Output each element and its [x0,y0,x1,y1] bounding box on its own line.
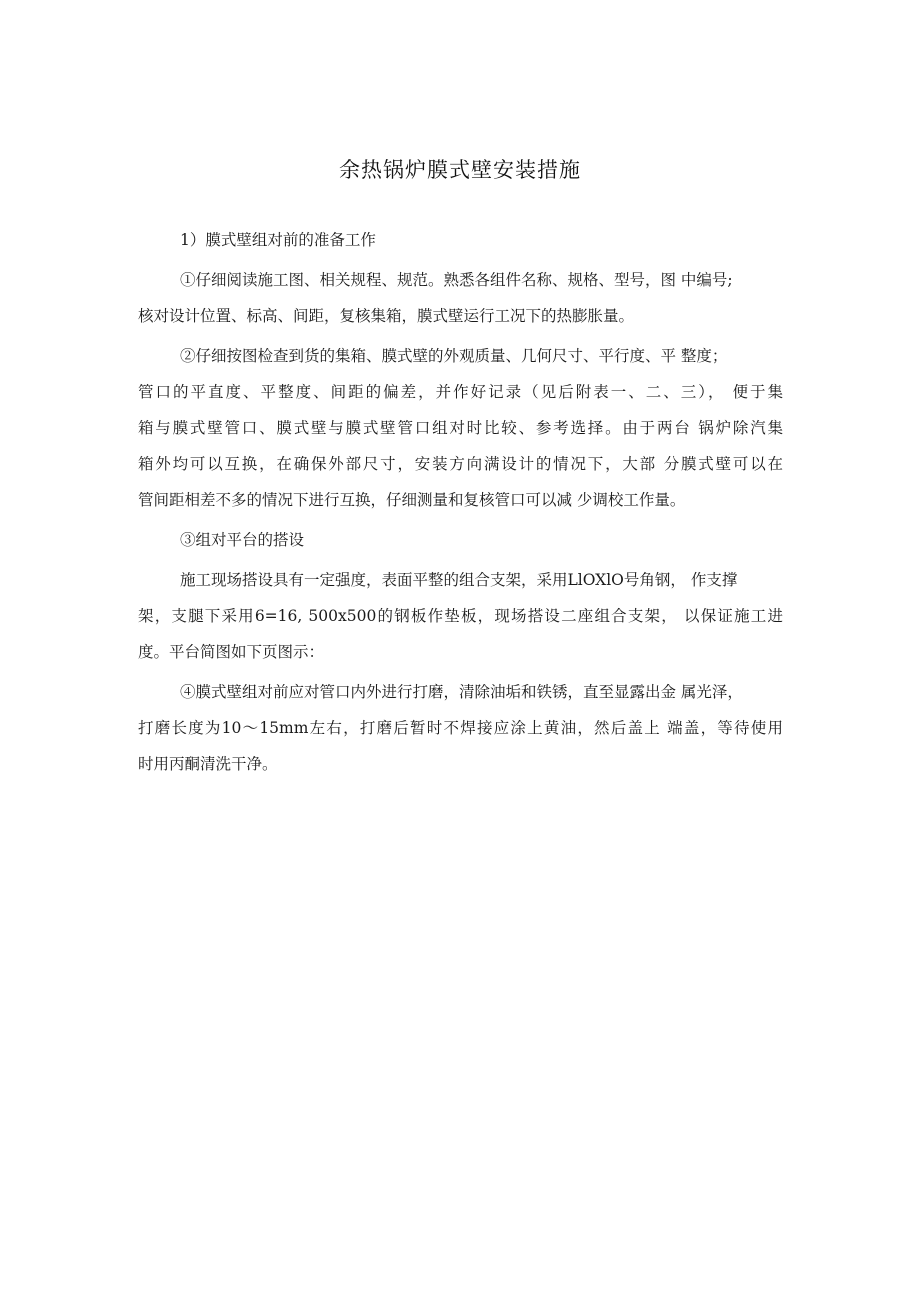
paragraph-line: ④膜式壁组对前应对管口内外进行打磨，清除油垢和铁锈，直至显露出金 属光泽， [180,683,743,701]
paragraph-line: 度。平台简图如下页图示： [138,643,325,661]
section-heading: ③组对平台的搭设 [180,531,305,549]
paragraph-line: 管间距相差不多的情况下进行互换，仔细测量和复核管口可以减 少调校工作量。 [138,491,686,509]
paragraph-line: 箱与膜式壁管口、膜式壁与膜式壁管口组对时比较、参考选择。由于两台 锅炉除汽集 [138,419,783,437]
paragraph-line: 核对设计位置、标高、间距，复核集箱，膜式壁运行工况下的热膨胀量。 [138,307,635,325]
paragraph-line: ②仔细按图检查到货的集箱、膜式壁的外观质量、几何尺寸、平行度、平 整度； [180,347,728,365]
paragraph-line: 管口的平直度、平整度、间距的偏差，并作好记录（见后附表一、二、三）， 便于集 [138,383,783,401]
document-title: 余热锅炉膜式壁安装措施 [339,158,581,182]
paragraph-line: 打磨长度为10～15mm左右，打磨后暂时不焊接应涂上黄油，然后盖上 端盖，等待使用 [138,719,783,737]
paragraph-line: ①仔细阅读施工图、相关规程、规范。熟悉各组件名称、规格、型号，图 中编号; [180,271,733,289]
paragraph-line: 施工现场搭设具有一定强度，表面平整的组合支架，采用LlOXlO号角钢， 作支撑 [180,571,738,589]
paragraph-line: 时用丙酮清洗干净。 [138,755,278,773]
paragraph-line: 架，支腿下采用6=16, 500x500的钢板作垫板，现场搭设二座组合支架， 以保证施工进 [138,607,783,625]
paragraph-line: 箱外均可以互换，在确保外部尺寸，安装方向满设计的情况下，大部 分膜式壁可以在 [138,455,783,473]
section-heading: 1）膜式壁组对前的准备工作 [180,231,376,249]
